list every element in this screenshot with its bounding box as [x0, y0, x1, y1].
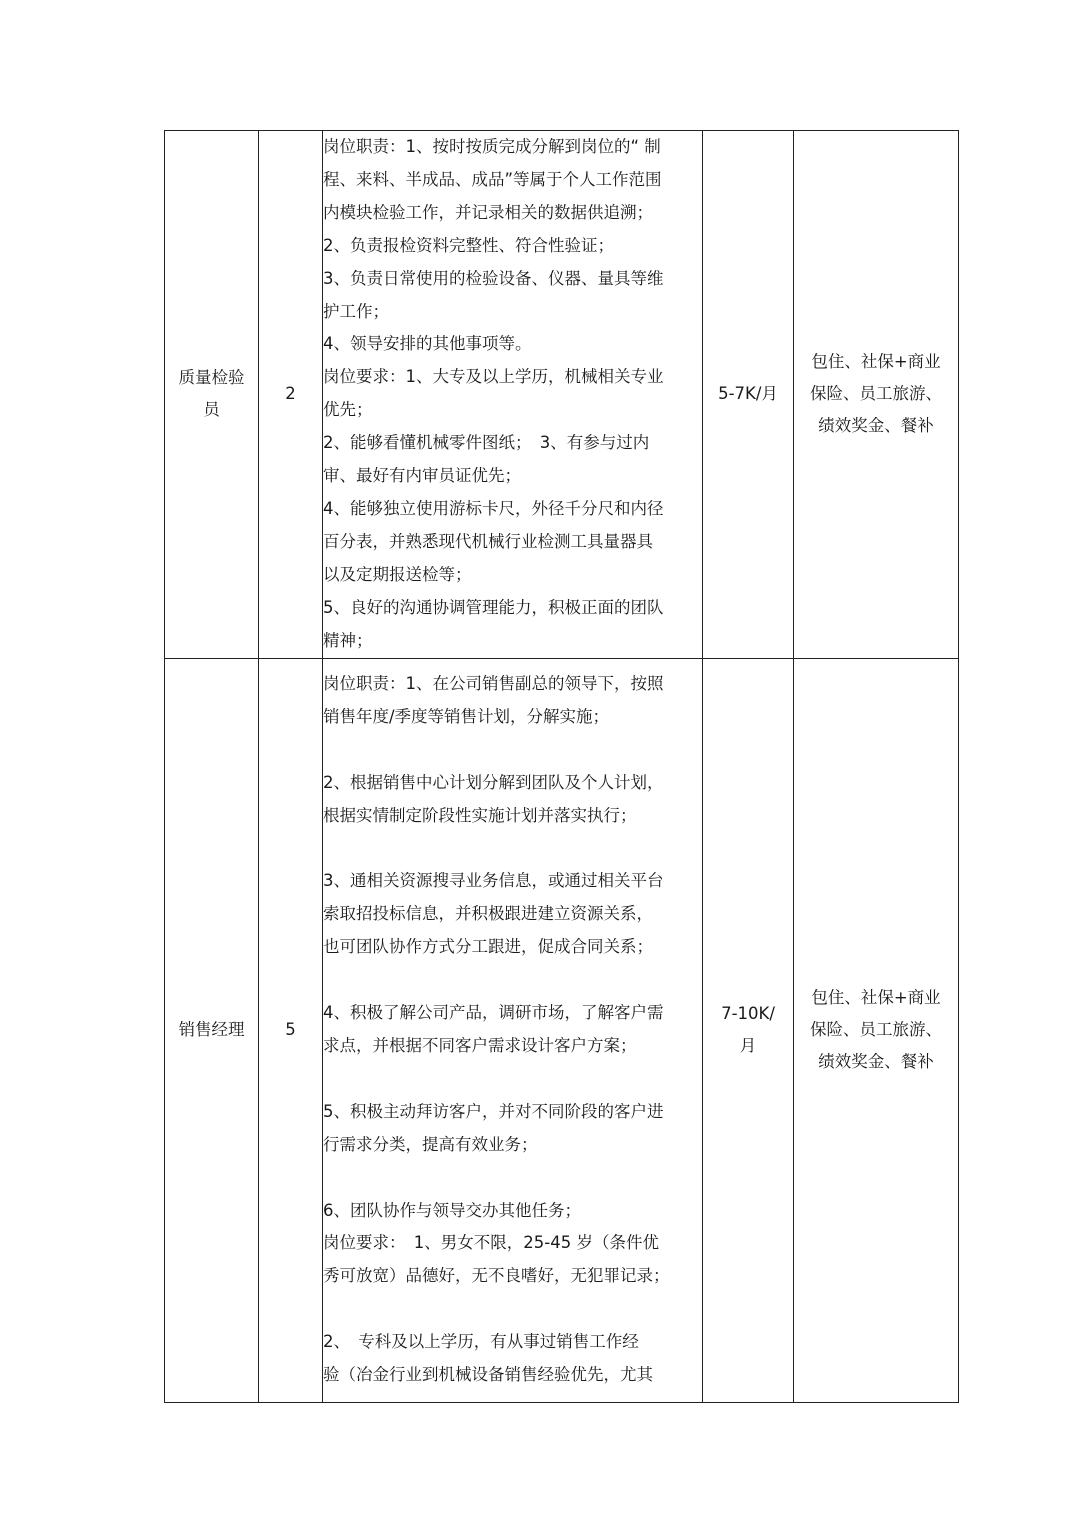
description-line: 精神； [323, 630, 373, 650]
description-line: 2、负责报检资料完整性、符合性验证； [323, 235, 614, 255]
description-cell [323, 658, 703, 1402]
description-line: 5、良好的沟通协调管理能力，积极正面的团队 [323, 597, 664, 617]
description-line: 行需求分类，提高有效业务； [323, 1134, 538, 1154]
salary-line: 5-7K/月 [718, 384, 778, 404]
benefits-line: 保险、员工旅游、 [810, 1020, 942, 1039]
position-line: 员 [203, 400, 220, 420]
salary-line: 7-10K/ [721, 1004, 775, 1023]
description-line: 4、领导安排的其他事项等。 [323, 334, 532, 354]
description-line: 岗位职责：1、按时按质完成分解到岗位的“ 制 [323, 137, 661, 156]
description-line: 4、能够独立使用游标卡尺，外径千分尺和内径 [323, 498, 664, 518]
benefits-line: 绩效奖金、餐补 [818, 416, 934, 436]
job-table-body [165, 131, 959, 1403]
description-line: 4、积极了解公司产品，调研市场，了解客户需 [323, 1003, 664, 1023]
position-line: 销售经理 [178, 1020, 245, 1039]
job-table [164, 130, 959, 1403]
position-cell [165, 658, 259, 1402]
description-line: 2、根据销售中心计划分解到团队及个人计划， [323, 772, 664, 792]
description-line: 3、负责日常使用的检验设备、仪器、量具等维 [323, 268, 664, 288]
description-blank-line [323, 964, 702, 997]
description-line: 2、 专科及以上学历，有从事过销售工作经 [323, 1332, 639, 1352]
count-cell [259, 131, 323, 659]
benefits-line: 保险、员工旅游、 [810, 384, 942, 404]
description-line: 3、通相关资源搜寻业务信息，或通过相关平台 [323, 871, 664, 891]
description-blank-line [323, 1162, 702, 1195]
description-blank-line [323, 1293, 702, 1326]
count-value: 2 [285, 384, 296, 404]
benefits-line: 包住、社保+商业 [811, 988, 941, 1007]
description-line: 销售年度/季度等销售计划，分解实施； [323, 706, 610, 726]
count-cell [259, 658, 323, 1402]
salary-cell [703, 658, 794, 1402]
table-row [165, 658, 959, 1402]
description-line: 也可团队协作方式分工跟进，促成合同关系； [323, 937, 653, 957]
description-line: 岗位职责：1、在公司销售副总的领导下，按照 [323, 674, 664, 694]
description-line: 索取招投标信息，并积极跟进建立资源关系， [323, 904, 653, 924]
description-line: 以及定期报送检等； [323, 564, 472, 584]
description-line: 岗位要求：1、大专及以上学历，机械相关专业 [323, 367, 664, 387]
salary-cell [703, 131, 794, 659]
benefits-line: 包住、社保+商业 [811, 352, 941, 372]
description-line: 求点，并根据不同客户需求设计客户方案； [323, 1036, 637, 1055]
position-line: 质量检验 [178, 368, 245, 388]
description-cell [323, 131, 703, 659]
description-blank-line [323, 1063, 702, 1096]
description-line: 验（冶金行业到机械设备销售经验优先，尤其 [323, 1365, 653, 1385]
description-line: 5、积极主动拜访客户，并对不同阶段的客户进 [323, 1101, 664, 1121]
description-line: 程、来料、半成品、成品”等属于个人工作范围 [323, 169, 662, 189]
description-line: 护工作； [323, 301, 389, 321]
description-line: 审、最好有内审员证优先； [323, 466, 521, 486]
table-row [165, 131, 959, 659]
description-blank-line [323, 833, 702, 866]
description-line: 2、能够看懂机械零件图纸； 3、有参与过内 [323, 433, 650, 453]
description-line: 6、团队协作与领导交办其他任务； [323, 1200, 581, 1220]
description-line: 秀可放宽）品德好，无不良嗜好，无犯罪记录； [323, 1266, 670, 1286]
benefits-cell [794, 131, 959, 659]
description-line: 岗位要求： 1、男女不限，25-45 岁（条件优 [323, 1233, 659, 1253]
count-value: 5 [285, 1020, 296, 1039]
position-cell [165, 131, 259, 659]
description-line: 百分表，并熟悉现代机械行业检测工具量器具 [323, 531, 653, 551]
description-line: 优先； [323, 400, 373, 420]
salary-line: 月 [739, 1036, 757, 1055]
description-line: 根据实情制定阶段性实施计划并落实执行； [323, 805, 637, 825]
description-line: 内模块检验工作，并记录相关的数据供追溯； [323, 202, 653, 222]
benefits-line: 绩效奖金、餐补 [818, 1052, 934, 1071]
description-blank-line [323, 734, 702, 767]
benefits-cell [794, 658, 959, 1402]
